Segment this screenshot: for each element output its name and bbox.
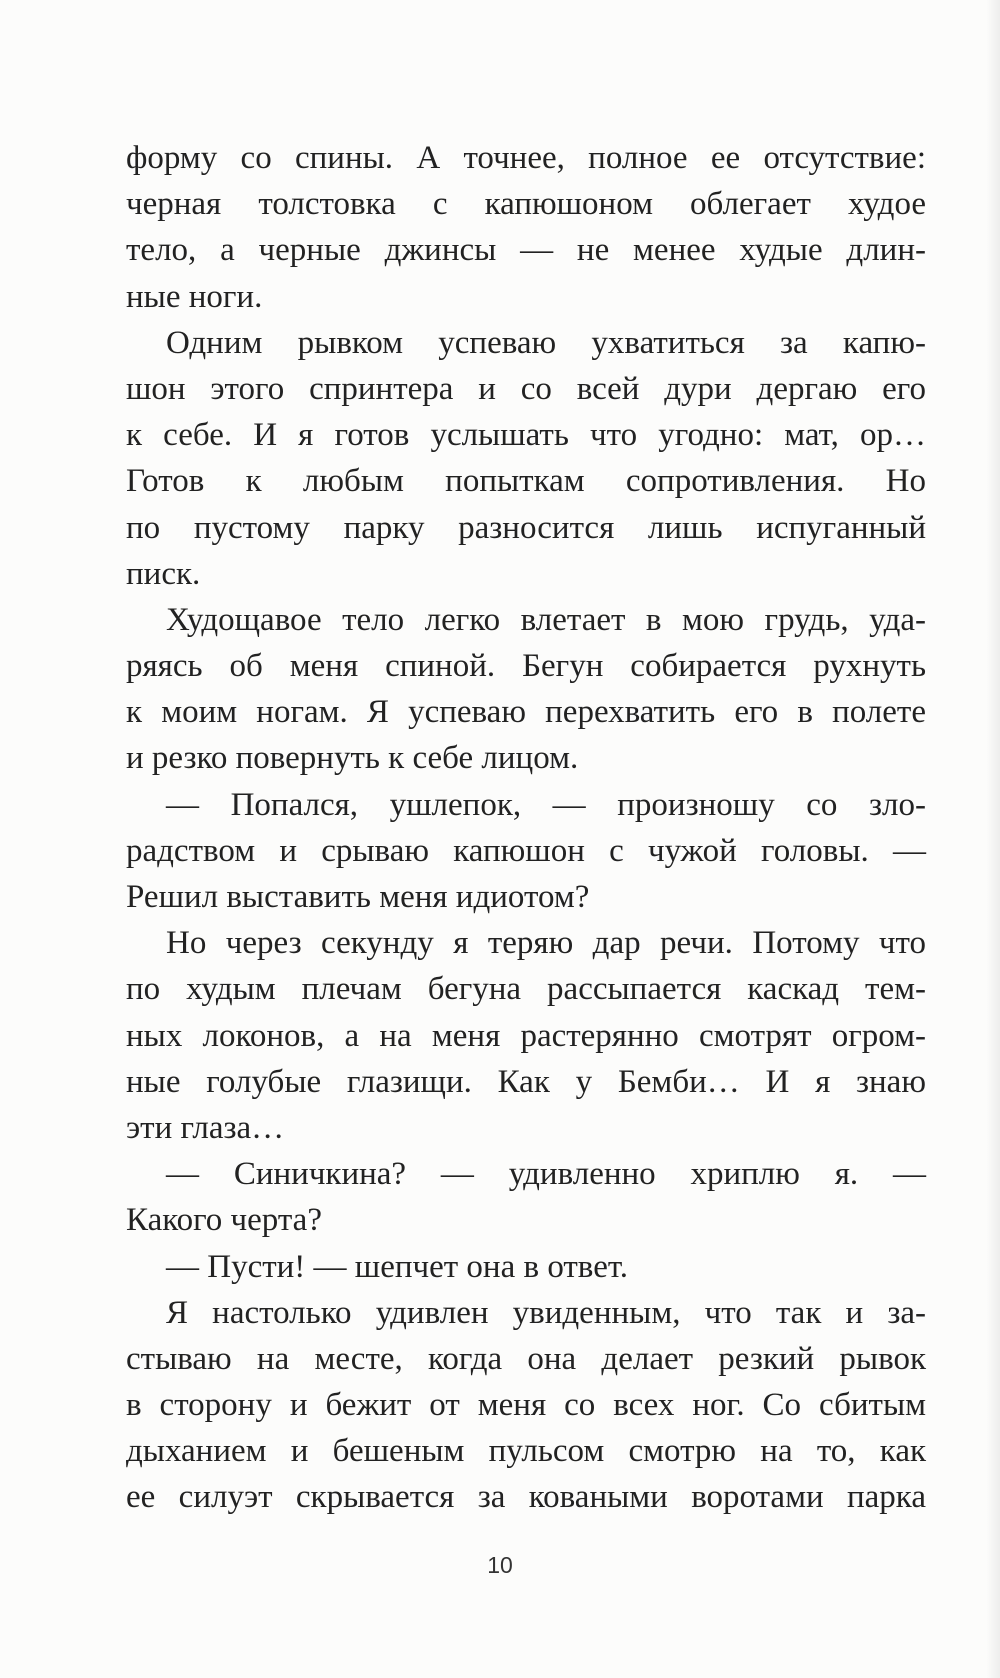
text-line: Но через секунду я теряю дар речи. Потому что	[166, 925, 926, 962]
body-text	[126, 135, 926, 1521]
text-line: ряясь об меня спиной. Бегун собирается рухнуть	[126, 648, 926, 685]
text-line: к моим ногам. Я успеваю перехватить его в полете	[126, 694, 926, 731]
text-line: Одним рывком успеваю ухватиться за капю-	[166, 324, 926, 361]
text-line: — Синичкина? — удивленно хриплю я. —	[166, 1156, 926, 1193]
text-line: — Попался, ушлепок, — произношу со зло-	[166, 786, 926, 823]
text-line: Готов к любым попыткам сопротивления. Но	[126, 463, 926, 500]
text-line: ных локонов, а на меня растерянно смотрят огром-	[126, 1017, 926, 1054]
text-line: черная толстовка с капюшоном облегает худое	[126, 186, 926, 223]
text-line: ее силуэт скрывается за коваными воротами парка	[126, 1479, 926, 1516]
text-line: по худым плечам бегуна рассыпается каскад тем-	[126, 971, 926, 1008]
text-line: форму со спины. А точнее, полное ее отсутствие:	[126, 140, 926, 176]
text-line: Какого черта?	[126, 1202, 322, 1239]
text-line: дыханием и бешеным пульсом смотрю на то, как	[126, 1433, 926, 1470]
text-line: Я настолько удивлен увиденным, что так и за-	[166, 1294, 926, 1331]
text-line: ные ноги.	[126, 278, 263, 315]
text-line: и резко повернуть к себе лицом.	[126, 740, 579, 777]
text-line: стываю на месте, когда она делает резкий рывок	[126, 1340, 926, 1377]
text-line: к себе. И я готов услышать что угодно: мат, ор…	[126, 417, 926, 454]
text-line: ные голубые глазищи. Как у Бемби… И я знаю	[126, 1063, 926, 1100]
text-line: в сторону и бежит от меня со всех ног. Со сбитым	[126, 1387, 926, 1424]
text-line: эти глаза…	[126, 1109, 285, 1146]
page-number: 10	[487, 1552, 513, 1578]
text-line: шон этого спринтера и со всей дури дергаю его	[126, 370, 926, 407]
text-line: по пустому парку разносится лишь испуганный	[126, 509, 926, 546]
text-line: радством и срываю капюшон с чужой головы. —	[126, 832, 926, 869]
page-edge-shadow	[986, 0, 1000, 1678]
text-line: Худощавое тело легко влетает в мою грудь, уда-	[166, 601, 926, 638]
text-line: Решил выставить меня идиотом?	[126, 879, 590, 915]
text-line: писк.	[126, 555, 201, 592]
text-line: — Пусти! — шепчет она в ответ.	[166, 1248, 629, 1285]
text-line: тело, а черные джинсы — не менее худые длин-	[126, 232, 926, 269]
